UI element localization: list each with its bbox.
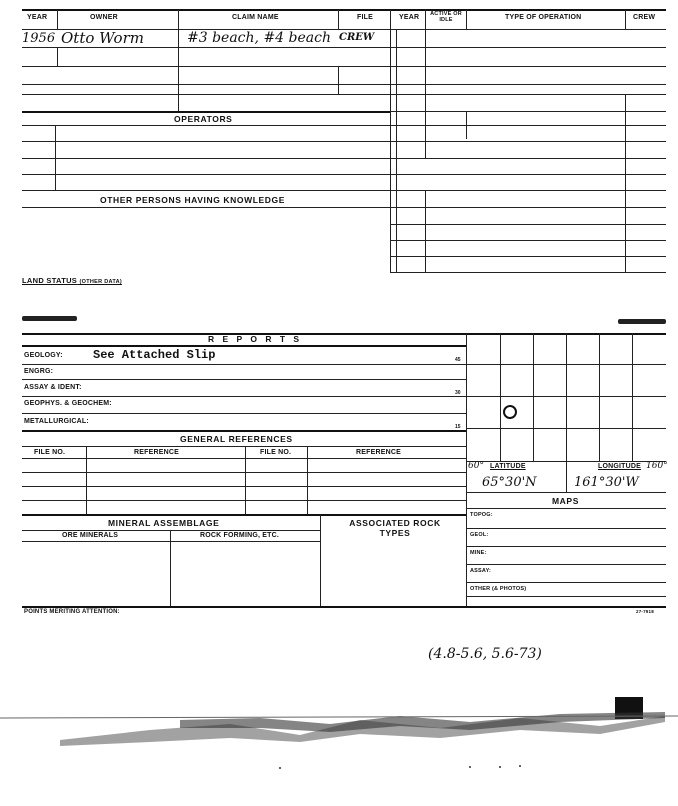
land-status-title bbox=[22, 276, 122, 285]
maps-geol: GEOL: bbox=[470, 532, 489, 538]
reports-title: R E P O R T S bbox=[208, 334, 303, 344]
divider bbox=[170, 530, 171, 606]
divider bbox=[22, 430, 466, 432]
ref-file-no-2: FILE NO. bbox=[260, 449, 292, 456]
divider bbox=[22, 207, 390, 208]
divider bbox=[533, 333, 534, 461]
divider bbox=[22, 66, 390, 67]
divider bbox=[466, 428, 666, 429]
latitude-value: 65°30'N bbox=[482, 475, 537, 490]
divider bbox=[55, 125, 56, 190]
associated-rock-types: ASSOCIATED ROCK TYPES bbox=[349, 518, 441, 538]
divider bbox=[22, 47, 390, 48]
divider bbox=[22, 345, 466, 347]
divider bbox=[390, 66, 666, 67]
divider bbox=[396, 29, 397, 272]
longitude-label: LONGITUDE bbox=[598, 463, 642, 470]
num-15: 15 bbox=[455, 424, 461, 430]
ref-reference-2: REFERENCE bbox=[356, 449, 401, 456]
divider bbox=[22, 158, 390, 159]
divider bbox=[425, 190, 426, 272]
divider bbox=[566, 333, 567, 461]
divider bbox=[22, 530, 320, 531]
divider bbox=[500, 333, 501, 461]
divider bbox=[625, 94, 626, 272]
header-year: YEAR bbox=[27, 14, 48, 21]
divider bbox=[466, 528, 666, 529]
header-crew: CREW bbox=[633, 14, 656, 21]
divider bbox=[22, 486, 466, 487]
divider bbox=[466, 9, 467, 29]
divider bbox=[22, 141, 390, 142]
geology-value: See Attached Slip bbox=[93, 348, 216, 362]
mineral-assemblage-title: MINERAL ASSEMBLAGE bbox=[108, 518, 220, 528]
divider bbox=[22, 514, 466, 516]
lat-prefix: 60° bbox=[468, 461, 484, 471]
rock-forming-label: ROCK FORMING, ETC. bbox=[200, 532, 280, 539]
divider bbox=[22, 606, 666, 608]
divider bbox=[338, 66, 339, 94]
divider bbox=[632, 333, 633, 461]
torn-edge-right bbox=[618, 319, 666, 324]
land-status-sub: (OTHER DATA) bbox=[79, 279, 122, 285]
metallurgical-label: METALLURGICAL: bbox=[24, 418, 89, 425]
top-table-top-border bbox=[22, 9, 666, 11]
header-owner: OWNER bbox=[90, 14, 118, 21]
divider bbox=[22, 125, 390, 126]
row1-year: 1956 bbox=[22, 31, 56, 46]
divider bbox=[22, 500, 466, 501]
maps-topog: TOPOG: bbox=[470, 512, 493, 518]
divider bbox=[86, 446, 87, 514]
header-year-2: YEAR bbox=[399, 14, 420, 21]
divider bbox=[22, 333, 666, 335]
maps-mine: MINE: bbox=[470, 550, 487, 556]
divider bbox=[22, 472, 466, 473]
divider bbox=[22, 413, 466, 414]
header-active-idle: ACTIVE OR IDLE bbox=[430, 11, 462, 23]
num-30: 30 bbox=[455, 390, 461, 396]
geology-label: GEOLOGY: bbox=[24, 352, 63, 359]
divider bbox=[22, 111, 390, 113]
points-meriting-attention: POINTS MERITING ATTENTION: bbox=[24, 609, 120, 615]
ref-reference: REFERENCE bbox=[134, 449, 179, 456]
header-claim-name: CLAIM NAME bbox=[232, 14, 279, 21]
divider bbox=[466, 396, 666, 397]
divider bbox=[466, 333, 467, 606]
divider bbox=[22, 541, 320, 542]
divider bbox=[22, 458, 466, 459]
divider bbox=[22, 396, 466, 397]
divider bbox=[390, 272, 666, 273]
divider bbox=[390, 84, 666, 85]
longitude-value: 161°30'W bbox=[574, 475, 639, 490]
header-type-of-operation: TYPE OF OPERATION bbox=[505, 14, 582, 21]
divider bbox=[390, 47, 666, 48]
divider bbox=[466, 596, 666, 597]
divider bbox=[57, 47, 58, 67]
location-circle-icon bbox=[503, 405, 517, 419]
general-references-title: GENERAL REFERENCES bbox=[180, 434, 293, 444]
divider bbox=[338, 9, 339, 29]
row1-owner: Otto Worm bbox=[61, 29, 144, 47]
operators-title: OPERATORS bbox=[174, 114, 233, 124]
divider bbox=[245, 446, 246, 514]
header-file: FILE bbox=[357, 14, 373, 21]
divider bbox=[466, 564, 666, 565]
land-status-label: LAND STATUS bbox=[22, 276, 78, 285]
torn-edge-left bbox=[22, 316, 77, 321]
handwritten-note: (4.8-5.6, 5.6-73) bbox=[428, 646, 542, 662]
divider bbox=[307, 446, 308, 514]
engrg-label: ENGRG: bbox=[24, 368, 54, 375]
assay-label: ASSAY & IDENT: bbox=[24, 384, 82, 391]
form-number: 27-7918 bbox=[636, 609, 654, 614]
divider bbox=[466, 492, 666, 493]
maps-other: OTHER (& PHOTOS) bbox=[470, 586, 527, 592]
scan-noise-band bbox=[0, 690, 678, 770]
divider bbox=[625, 9, 626, 29]
latitude-label: LATITUDE bbox=[490, 463, 526, 470]
divider bbox=[57, 9, 58, 29]
divider bbox=[466, 582, 666, 583]
divider bbox=[466, 508, 666, 509]
divider bbox=[178, 29, 179, 111]
divider bbox=[22, 379, 466, 380]
divider bbox=[22, 446, 466, 447]
divider bbox=[22, 190, 390, 191]
divider bbox=[466, 546, 666, 547]
num-45: 45 bbox=[455, 357, 461, 363]
ref-file-no: FILE NO. bbox=[34, 449, 66, 456]
divider bbox=[466, 364, 666, 365]
geophys-label: GEOPHYS. & GEOCHEM: bbox=[24, 400, 112, 407]
row1-file: CREW bbox=[339, 32, 375, 43]
divider bbox=[22, 174, 390, 175]
divider bbox=[566, 461, 567, 492]
divider bbox=[22, 364, 466, 365]
lon-suffix: 160° bbox=[646, 461, 668, 471]
maps-title: MAPS bbox=[552, 496, 579, 506]
other-persons-title: OTHER PERSONS HAVING KNOWLEDGE bbox=[100, 195, 286, 205]
divider bbox=[178, 9, 179, 29]
divider bbox=[599, 333, 600, 461]
divider bbox=[22, 94, 390, 95]
row1-claim-name: #3 beach, #4 beach bbox=[187, 30, 331, 46]
maps-assay: ASSAY: bbox=[470, 568, 492, 574]
divider bbox=[466, 111, 467, 139]
divider bbox=[320, 514, 321, 606]
ore-minerals-label: ORE MINERALS bbox=[62, 532, 119, 539]
divider bbox=[22, 84, 390, 85]
